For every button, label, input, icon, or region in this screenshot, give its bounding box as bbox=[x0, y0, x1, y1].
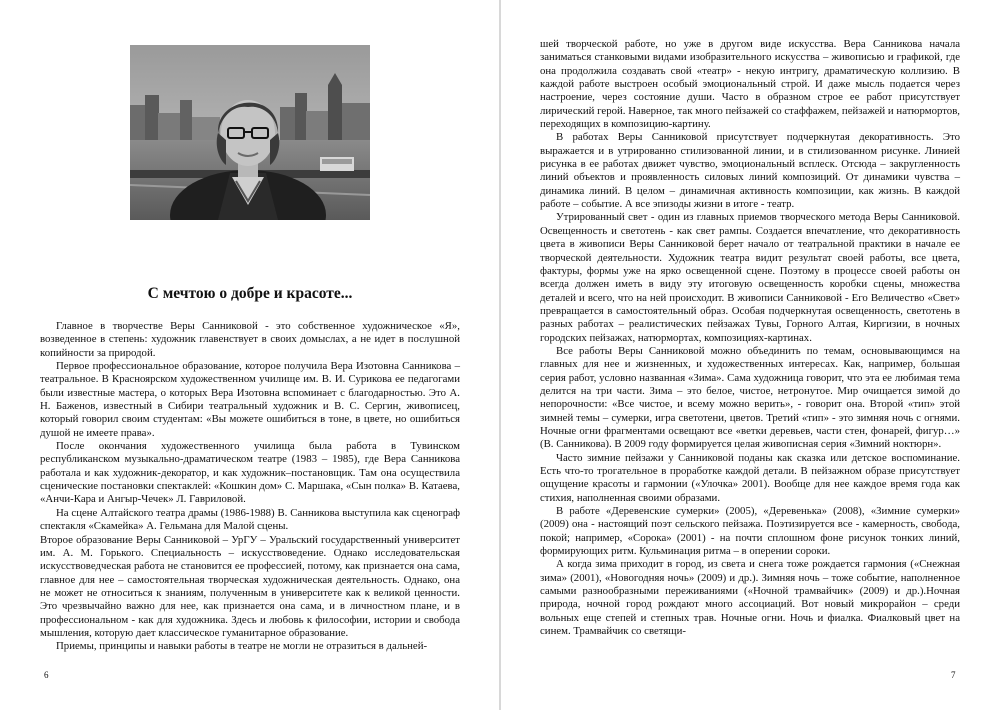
paragraph: Главное в творчестве Веры Санниковой - это собственное художническое «Я», возведенное в степень: художник главенствует в своих домыслах, а не идет в послушной копийности за природой. bbox=[40, 320, 460, 359]
paragraph: Второе образование Веры Санниковой – УрГУ – Уральский государственный университет им. А. М. Горького. Специальность – искусствоведение. Однако исследовательская искусствоведческая работа не становится ее профессией, потому, как признается она сама, главное для нее – самостоятельная творческая художническая деятельность. Однако, она не может не относиться к знаниям, полученным в университете как к великой ценности. Это чрезвычайно важно для нее, как признается она сама, и в личностном плане, и в профессиональном - как для художника. Здесь и любовь к философии, истории и свобода мышления, которую дает классическое гуманитарное образование. bbox=[40, 533, 460, 639]
paragraph: В работе «Деревенские сумерки» (2005), «Деревенька» (2008), «Зимние сумерки» (2009) она - настоящий поэт сельского пейзажа. Поэтизируется все - камерность, свобода, покой; например, «Сорока» (2001) - на почти сплошном фоне рисунок тонких линий, формирующих ритм. Кульминация ритма – в оперении сороки. bbox=[540, 505, 960, 558]
paragraph: А когда зима приходит в город, из света и снега тоже рождается гармония («Снежная зима» (2001), «Новогодняя ночь» (2009) и др.). Зимняя ночь – тоже событие, наполненное самыми разнообразными переживаниями («Ночной трамвайчик» (2009) и др.).Ночная природа, ночной город рождают много ассоциаций. Вот новый микрорайон – среди вольных еще степей и степных трав. Ночные огни. Ночь и фиалка. Фиалковый цвет на синем. Трамвайчик со светящи- bbox=[540, 558, 960, 638]
article-title: С мечтою о добре и красоте... bbox=[147, 285, 353, 302]
paragraph: Все работы Веры Санниковой можно объединить по темам, основывающимся на главных для нее и жизненных, и художественных интересах. Как, например, большая серия работ, условно названная «Зима». Сама художница говорит, что эта ее любимая тема делится на три части. Зима – это белое, чистое, нетронутое. Мир очищается зимой до непорочности: «Все чистое, и всему можно верить», - говорит она. Второй «тип» этой зимней темы – сумерки, игра светотени, цветов. Третий «тип» - это зимняя ночь с огнями. Ночные огни фрагментами освещают все «ветки деревьев, части стен, фонарей, фигур…» (В. Санникова). В 2009 году формируется целая живописная серия «Зимний ноктюрн». bbox=[540, 344, 960, 451]
paragraph: Утрированный свет - один из главных приемов творческого метода Веры Санниковой. Освещенность и светотень - как свет рампы. Создается впечатление, что декоративность цвета в живописи Веры Санниковой берет начало от театральной практики в начале ее творческой деятельности. Художник театра видит результат своей работы, все цвета, фактуры, формы уже на ярко освещенной сцене. Поэтому в процессе своей работы он всегда должен иметь в виду эту итоговую освещенность коробки сцены, множества деталей и всего, что на ней происходит. В живописи Санниковой - Его Величество «Свет» превращается в самостоятельный образ. Особая подчеркнутая освещенность, светотень в разных работах – реалистических пейзажах Тувы, Горного Алтая, Киргизии, в ночных городских пейзажах, натюрмортах, композициях-картинах. bbox=[540, 211, 960, 344]
right-page-body bbox=[540, 38, 960, 638]
paragraph: Приемы, принципы и навыки работы в театре не могли не отразиться в дальней- bbox=[56, 640, 428, 653]
paragraph: В работах Веры Санниковой присутствует подчеркнутая декоративность. Это выражается и в утрированно стилизованной линии, и в стилизованном рисунке. Линией рисунка в ее работах движет чувство, эмоциональный всплеск. Отсюда – закругленность линий объектов и проявленность силовых линий композиций. От динамики чувства – динамика линий. В целом – динамичная активность композиции, как жизнь. В каждой работе – событие. А все эпизоды жизни в итоге - театр. bbox=[540, 131, 960, 211]
page-number: 6 bbox=[44, 670, 49, 680]
paragraph: После окончания художественного училища была работа в Тувинском республиканском музыкально-драматическом театре (1983 – 1985), где Вера Санникова работала и как художник-декоратор, и как художник–постановщик. Там она осуществила сценические постановки спектаклей: «Кошкин дом» С. Маршака, «Сын полка» В. Катаева, «Анчи-Кара и Ангыр-Чечек» Л. Гавриловой. bbox=[40, 440, 460, 506]
right-page bbox=[500, 0, 1000, 710]
paragraph: Первое профессиональное образование, которое получила Вера Изотовна Санникова – театральное. В Красноярском художественном училище им. В. И. Сурикова ее педагогами были известные мастера, о которых Вера Изотовна вспоминает с благодарностью. Это А. Н. Баженов, известный в Сибири театральный художник и В. С. Сергин, живописец, который говорил своим студентам: «Вы можете ошибиться в тоне, в цвете, но ошибиться душой не имеете права». bbox=[40, 360, 460, 439]
page-number: 7 bbox=[951, 670, 956, 680]
paragraph: шей творческой работе, но уже в другом виде искусства. Вера Санникова начала заниматься станковыми видами изобразительного искусства – живописью и графикой, где она продолжила создавать свой «театр» - некую интригу, драматическую коллизию. В каждой работе выстроен особый эмоциональный строй. И даже мысль подается через настроение, через состояние души. Часто в образном строе ее работ присутствует лирический герой. Наверное, так много пейзажей со стаффажем, пейзажей и натюрмортов, переходящих в композицию-картину. bbox=[540, 38, 960, 131]
left-page-body bbox=[40, 320, 460, 654]
portrait-photo bbox=[130, 45, 370, 220]
paragraph: Часто зимние пейзажи у Санниковой поданы как сказка или детское воспоминание. Есть что-то трогательное в проработке каждой детали. В пейзажном образе присутствует ощущение красоты и гармонии («Улочка» 2001). Вообще для нее каждое время года как стихия, наполненная своими образами. bbox=[540, 451, 960, 504]
paragraph: На сцене Алтайского театра драмы (1986-1988) В. Санникова выступила как сценограф спектакля «Скамейка» А. Гельмана для Малой сцены. bbox=[40, 506, 460, 533]
